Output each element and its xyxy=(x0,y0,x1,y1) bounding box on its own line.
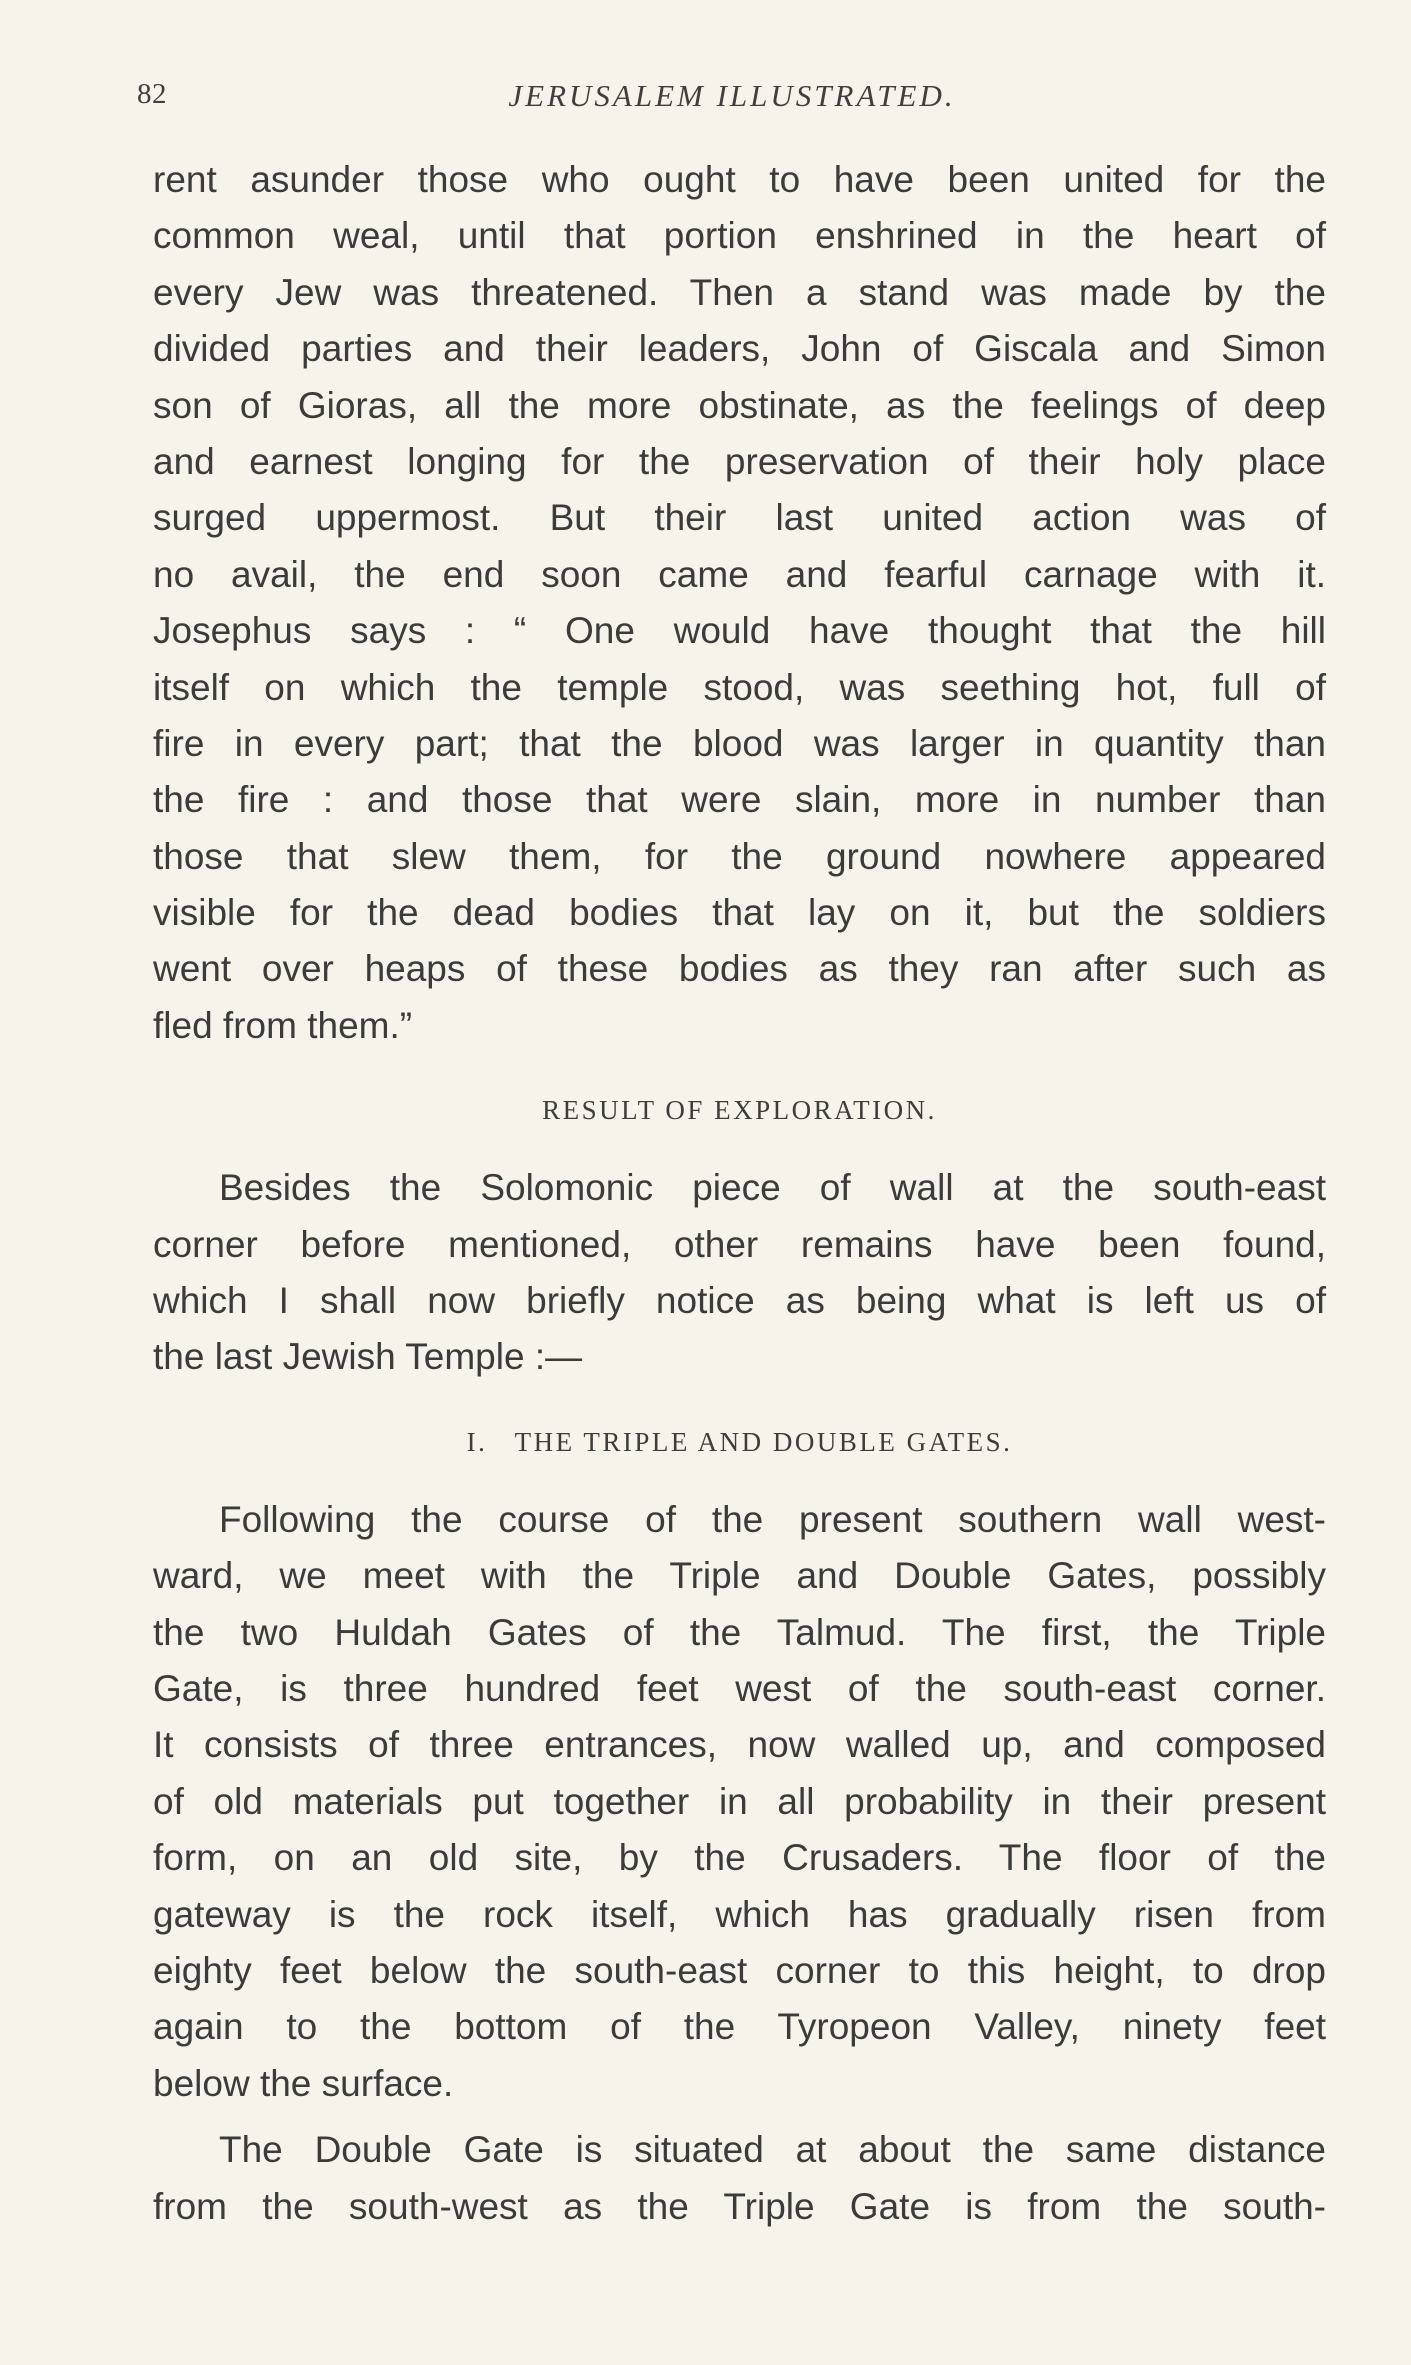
text-line: Gate, is three hundred feet west of the south-east corner. xyxy=(153,1667,1326,1709)
text-line: the last Jewish Temple :— xyxy=(153,1336,583,1378)
text-line: visible for the dead bodies that lay on it, but the soldiers xyxy=(153,892,1326,934)
text-line: fire in every part; that the blood was larger in quantity than xyxy=(153,722,1326,764)
text-line: Following the course of the present southern wall west- xyxy=(219,1498,1326,1540)
paragraph-result-of-exploration xyxy=(153,1160,1326,1386)
text-line: again to the bottom of the Tyropeon Valley, ninety feet xyxy=(153,2006,1326,2048)
text-line: below the surface. xyxy=(153,2062,454,2104)
text-line: which I shall now briefly notice as being what is left us of xyxy=(153,1280,1326,1322)
text-line: of old materials put together in all probability in their present xyxy=(153,1780,1326,1822)
section-heading-result-of-exploration: RESULT OF EXPLORATION. xyxy=(542,1095,937,1126)
text-line: and earnest longing for the preservation of their holy place xyxy=(153,440,1326,482)
text-line: gateway is the rock itself, which has gradually risen from xyxy=(153,1893,1326,1935)
text-line: rent asunder those who ought to have been united for the xyxy=(153,159,1326,200)
paragraph-continuation xyxy=(153,152,1326,1054)
text-line: fled from them.” xyxy=(153,1004,413,1046)
text-line: corner before mentioned, other remains have been found, xyxy=(153,1223,1326,1265)
paragraph-triple-gate xyxy=(153,1492,1326,2112)
text-line: those that slew them, for the ground nowhere appeared xyxy=(153,835,1326,877)
text-line: form, on an old site, by the Crusaders. The floor of the xyxy=(153,1837,1326,1879)
section-heading-triple-and-double-gates: I. THE TRIPLE AND DOUBLE GATES. xyxy=(466,1426,1013,1457)
text-line: from the south-west as the Triple Gate is from the south- xyxy=(153,2185,1326,2227)
text-line: ward, we meet with the Triple and Double Gates, possibly xyxy=(153,1555,1326,1597)
paragraph-double-gate xyxy=(153,2122,1326,2235)
text-line: went over heaps of these bodies as they ran after such as xyxy=(153,948,1326,990)
text-line: son of Gioras, all the more obstinate, as the feelings of deep xyxy=(153,384,1326,426)
body-text xyxy=(153,152,1326,2235)
text-line: common weal, until that portion enshrined in the heart of xyxy=(153,215,1326,257)
text-line: no avail, the end soon came and fearful carnage with it. xyxy=(153,553,1326,595)
text-line: Besides the Solomonic piece of wall at the south-east xyxy=(219,1167,1326,1209)
running-title: JERUSALEM ILLUSTRATED. xyxy=(508,78,956,113)
page-number: 82 xyxy=(137,78,167,110)
text-line: It consists of three entrances, now walled up, and composed xyxy=(153,1724,1326,1766)
text-line: divided parties and their leaders, John of Giscala and Simon xyxy=(153,328,1326,370)
text-line: surged uppermost. But their last united action was of xyxy=(153,497,1326,539)
text-line: Josephus says : “ One would have thought that the hill xyxy=(153,610,1326,652)
text-line: the fire : and those that were slain, more in number than xyxy=(153,779,1326,821)
text-line: the two Huldah Gates of the Talmud. The first, the Triple xyxy=(153,1611,1326,1653)
text-line: eighty feet below the south-east corner to this height, to drop xyxy=(153,1949,1326,1991)
text-line: every Jew was threatened. Then a stand was made by the xyxy=(153,271,1326,313)
running-head xyxy=(137,78,1327,118)
text-line: itself on which the temple stood, was seething hot, full of xyxy=(153,666,1326,708)
text-line: The Double Gate is situated at about the same distance xyxy=(219,2129,1326,2171)
